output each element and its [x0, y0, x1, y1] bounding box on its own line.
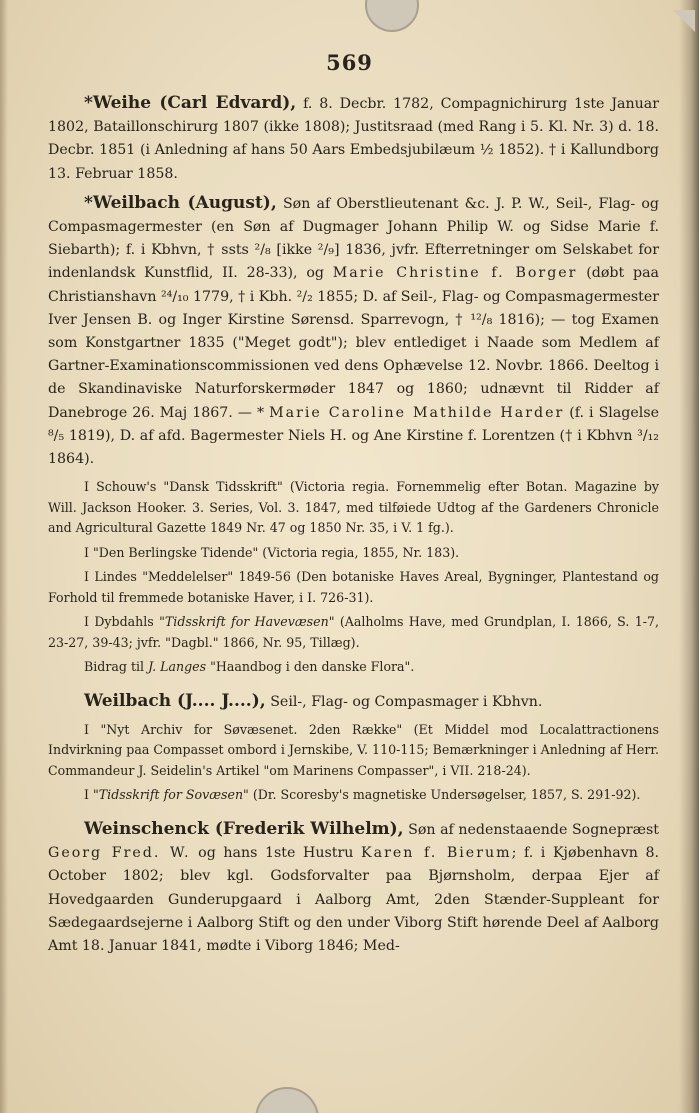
entry-headword: *Weilbach (August),	[84, 192, 277, 213]
scanner-clip-top	[365, 0, 419, 32]
entry-body: (f. i Slagelse ⁸/₅ 1819), D. af afd. Bagermester Niels H. og Ane Kirstine f. Lorentzen († i Kbhvn ³/₁₂ 1864).	[48, 404, 659, 468]
entry-weilbach-august	[48, 192, 659, 471]
reference-text: (Dr. Scoresby's magnetiske Undersøgelser, 1857, S. 291-92).	[248, 787, 641, 803]
reference-title: J. Langes	[148, 659, 207, 675]
reference-prefix: I	[84, 787, 93, 803]
entry-weilbach-j	[48, 690, 659, 714]
entry-body: Søn af nedenstaaende Sognepræst	[403, 821, 659, 838]
reference-item	[48, 657, 659, 678]
reference-text: I Schouw's "Dansk Tidsskrift" (Victoria regia. Fornemmelig efter Botan. Magazine by Will. Jackson Hooker. 3. Series, Vol. 3. 1847, med tilføiede Udtog af the Gardeners Chronicle and Agricultural Gazette 1849 Nr. 47 og 1850 Nr. 35, i V. 1 fg.).	[48, 479, 659, 536]
spacer	[48, 810, 659, 818]
reference-text: I "Nyt Archiv for Søvæsenet. 2den Række" (Et Middel mod Localattractionens Indvirkning paa Compasset ombord i Jernskibe, V. 110-115; Bemærkninger i Anledning af Herr. Commandeur J. Seidelin's Artikel "om Marinens Compasser", i VII. 218-24).	[48, 721, 659, 778]
reference-title: "Tidsskrift for Sovæsen"	[92, 787, 249, 803]
entry-body: Søn af Oberstlieutenant &c. J. P. W., Seil-, Flag- og Compasmagermester (en Søn af Dugmager Johann Philip W. og Sidse Marie f. Siebarth); f. i Kbhvn, † ssts ²/₈ [ikke ²/₉] 1836, jvfr. Efterretninger om Selskabet for indenlandsk Kunstflid, II. 28-33), og	[48, 195, 660, 282]
page-spine-shadow	[679, 0, 699, 1113]
reference-item	[48, 477, 659, 539]
page-content	[48, 92, 659, 964]
page-corner-fold	[673, 10, 695, 32]
page-left-edge-shadow	[0, 0, 8, 1113]
spaced-name: Marie Caroline Mathilde Harder	[269, 404, 565, 421]
entry-weihe	[48, 92, 659, 186]
entry-body: og hans 1ste Hustru	[190, 845, 362, 862]
entry-body: f. 8. Decbr. 1782, Compagnichirurg 1ste Januar 1802, Bataillonschirurg 1807 (ikke 1808); Justitsraad (med Rang i 5. Kl. Nr. 3) d. 18. Decbr. 1851 (i Anledning af hans 50 Aars Embedsjubilæum ½ 1852). † i Kallundborg 13. Februar 1858.	[48, 96, 660, 182]
reference-title: "Tidsskrift for Havevæsen"	[159, 614, 335, 630]
spaced-name: Georg Fred. W.	[48, 845, 191, 862]
page-number: 569	[326, 50, 373, 75]
reference-prefix: Bidrag til	[84, 659, 149, 675]
spaced-name: Karen f. Bierum	[361, 845, 512, 862]
spaced-name: Marie Christine f. Borger	[332, 265, 578, 282]
reference-item	[48, 543, 659, 564]
entry-weinschenck	[48, 818, 659, 958]
reference-text: I "Den Berlingske Tidende" (Victoria regia, 1855, Nr. 183).	[84, 544, 460, 560]
entry-body: ; f. i Kjøbenhavn 8. October 1802; blev kgl. Godsforvalter paa Bjørnsholm, derpaa Ejer af Hovedgaarden Gunderupgaard i Aalborg Amt, 2den Stænder-Suppleant for Sædegaardsejerne i Aalborg Stift og den under Viborg Stift hørende Deel af Aalborg Amt 18. Januar 1841, mødte i Viborg 1846; Med-	[48, 845, 659, 954]
scanner-clip-bottom	[255, 1087, 319, 1113]
reference-item	[48, 567, 659, 608]
entry-body: (døbt paa Christianshavn ²⁴/₁₀ 1779, † i Kbh. ²/₂ 1855; D. af Seil-, Flag- og Compasmagermester Iver Jensen B. og Inger Kirstine Sørensd. Sparrevogn, † ¹²/₈ 1816); — tog Examen som Konstgartner 1835 ("Meget godt"); blev entlediget i Naade som Medlem af Gartner-Examinationscommissionen ved dens Ophævelse 12. Novbr. 1866. Deeltog i de Skandinaviske Naturforskermøder 1847 og 1860; udnævnt til Ridder af Danebroge 26. Maj 1867. — *	[48, 265, 660, 421]
reference-text: (Aalholms Have, med Grundplan, I. 1866, S. 1-7, 23-27, 39-43; jvfr. "Dagbl." 1866, Nr. 95, Tillæg).	[48, 614, 659, 650]
reference-item	[48, 720, 659, 782]
reference-prefix: I Dybdahls	[84, 614, 160, 630]
entry-headword: *Weihe (Carl Edvard),	[84, 93, 297, 113]
reference-item	[48, 612, 659, 653]
spacer	[48, 682, 659, 690]
reference-item	[48, 785, 659, 806]
reference-text: "Haandbog i den danske Flora".	[206, 659, 415, 675]
reference-text: I Lindes "Meddelelser" 1849-56 (Den botaniske Haves Areal, Bygninger, Plantestand og Forhold til fremmede botaniske Haver, i I. 726-31).	[48, 569, 659, 605]
entry-headword: Weinschenck (Frederik Wilhelm),	[84, 818, 404, 839]
entry-body: Seil-, Flag- og Compasmager i Kbhvn.	[265, 693, 543, 710]
entry-headword: Weilbach (J.... J....),	[84, 690, 266, 711]
